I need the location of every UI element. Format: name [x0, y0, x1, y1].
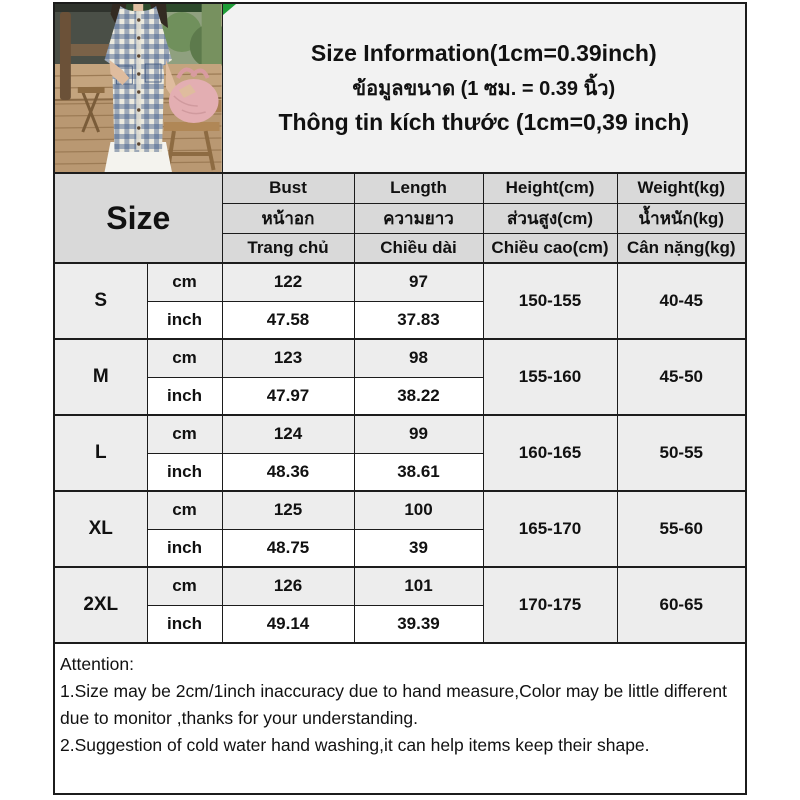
- header-length-th: ความยาว: [354, 203, 483, 233]
- header-length-en: Length: [354, 173, 483, 203]
- attention-line-2: due to monitor ,thanks for your understanding.: [60, 708, 418, 728]
- unit-cm: cm: [147, 263, 222, 301]
- header-length-vi: Chiều dài: [354, 233, 483, 263]
- unit-inch: inch: [147, 377, 222, 415]
- header-height-en: Height(cm): [483, 173, 617, 203]
- unit-inch: inch: [147, 453, 222, 491]
- length-inch: 37.83: [354, 301, 483, 339]
- height-range: 160-165: [483, 415, 617, 491]
- height-range: 165-170: [483, 491, 617, 567]
- table-row: [54, 339, 746, 377]
- title-vietnamese: Thông tin kích thước (1cm=0,39 inch): [278, 109, 690, 135]
- header-bust-th: หน้าอก: [222, 203, 354, 233]
- length-cm: 98: [354, 339, 483, 377]
- height-range: 155-160: [483, 339, 617, 415]
- size-label-2xl: 2XL: [54, 567, 147, 643]
- size-label-xl: XL: [54, 491, 147, 567]
- height-range: 170-175: [483, 567, 617, 643]
- unit-cm: cm: [147, 491, 222, 529]
- table-row: [54, 567, 746, 605]
- table-row: [54, 415, 746, 453]
- plaid-dress-photo-illustration: [55, 4, 222, 172]
- header-bust-vi: Trang chủ: [222, 233, 354, 263]
- weight-range: 60-65: [617, 567, 746, 643]
- bust-cm: 125: [222, 491, 354, 529]
- unit-inch: inch: [147, 529, 222, 567]
- attention-heading: Attention:: [60, 654, 134, 674]
- attention-line-1: 1.Size may be 2cm/1inch inaccuracy due to hand measure,Color may be little different: [60, 681, 727, 701]
- bust-inch: 48.36: [222, 453, 354, 491]
- bust-cm: 123: [222, 339, 354, 377]
- header-weight-vi: Cân nặng(kg): [617, 233, 746, 263]
- bust-inch: 48.75: [222, 529, 354, 567]
- weight-range: 55-60: [617, 491, 746, 567]
- length-cm: 100: [354, 491, 483, 529]
- bust-inch: 47.58: [222, 301, 354, 339]
- attention-line-3: 2.Suggestion of cold water hand washing,it can help items keep their shape.: [60, 735, 650, 755]
- bust-inch: 47.97: [222, 377, 354, 415]
- title-thai: ข้อมูลขนาด (1 ซม. = 0.39 นิ้ว): [352, 78, 616, 100]
- header-weight-th: น้ำหนัก(kg): [617, 203, 746, 233]
- length-cm: 101: [354, 567, 483, 605]
- header-bust-en: Bust: [222, 173, 354, 203]
- length-inch: 38.22: [354, 377, 483, 415]
- bust-cm: 122: [222, 263, 354, 301]
- length-cm: 97: [354, 263, 483, 301]
- weight-range: 45-50: [617, 339, 746, 415]
- attention-note: [54, 643, 746, 794]
- unit-cm: cm: [147, 339, 222, 377]
- size-info-title-block: [222, 3, 746, 173]
- size-label-l: L: [54, 415, 147, 491]
- size-column-header: Size: [54, 173, 222, 263]
- weight-range: 50-55: [617, 415, 746, 491]
- height-range: 150-155: [483, 263, 617, 339]
- header-height-vi: Chiều cao(cm): [483, 233, 617, 263]
- weight-range: 40-45: [617, 263, 746, 339]
- bust-inch: 49.14: [222, 605, 354, 643]
- table-row: [54, 491, 746, 529]
- size-label-m: M: [54, 339, 147, 415]
- header-weight-en: Weight(kg): [617, 173, 746, 203]
- unit-cm: cm: [147, 567, 222, 605]
- length-inch: 39: [354, 529, 483, 567]
- bust-cm: 126: [222, 567, 354, 605]
- length-inch: 39.39: [354, 605, 483, 643]
- size-chart-table: [53, 2, 747, 795]
- size-label-s: S: [54, 263, 147, 339]
- excel-corner-marker-icon: [223, 4, 236, 15]
- unit-inch: inch: [147, 301, 222, 339]
- table-row: [54, 263, 746, 301]
- header-height-th: ส่วนสูง(cm): [483, 203, 617, 233]
- bust-cm: 124: [222, 415, 354, 453]
- unit-inch: inch: [147, 605, 222, 643]
- length-inch: 38.61: [354, 453, 483, 491]
- unit-cm: cm: [147, 415, 222, 453]
- length-cm: 99: [354, 415, 483, 453]
- title-english: Size Information(1cm=0.39inch): [310, 40, 657, 66]
- product-photo: [54, 3, 222, 173]
